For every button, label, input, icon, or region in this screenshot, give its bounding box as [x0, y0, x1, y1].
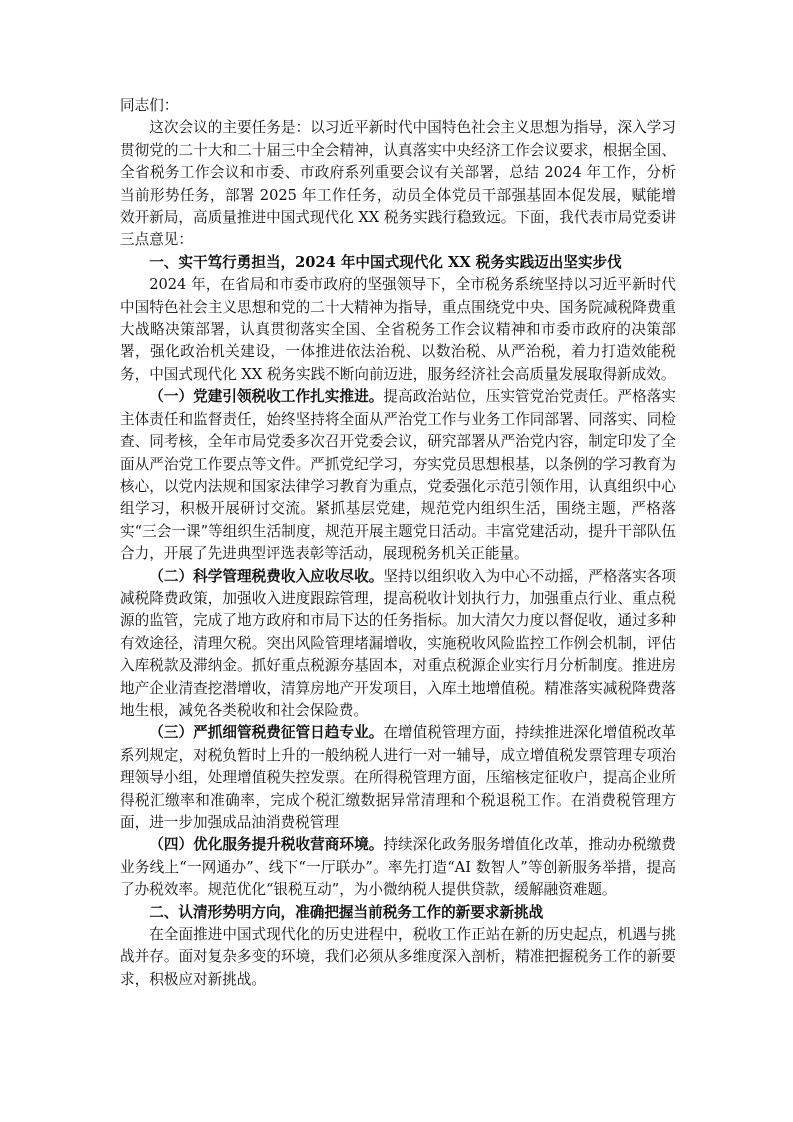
item-4-title: （四）优化服务提升税收营商环境。: [149, 836, 384, 854]
section-1-item-2: [120, 566, 676, 723]
section-1-item-3: [120, 722, 676, 834]
item-1-body: 提高政治站位，压实管党治党责任。严格落实主体责任和监督责任，始终坚持将全面从严治党工作与业务工作同部署、同落实、同检查、同考核，全年市局党委多次召开党委会议，研究部署从严治党内容，制定印发了全面从严治党工作要点等文件。严抓党纪学习，夯实党员思想根基，以条例的学习教育为核心，以党内法规和国家法律学习教育为重点，党委强化示范引领作用，认真组织中心组学习，积极开展研讨交流。紧抓基层党建，规范党内组织生活，围绕主题，严格落实“三会一课”等组织生活制度，规范开展主题党日活动。丰富党建活动，提升干部队伍合力，开展了先进典型评选表彰等活动，展现税务机关正能量。: [120, 388, 676, 563]
section-2-intro: 在全面推进中国式现代化的历史进程中，税收工作正站在新的历史起点，机遇与挑战并存。面对复杂多变的环境，我们必须从多维度深入剖析，精准把握税务工作的新要求，积极应对新挑战。: [120, 926, 676, 988]
section-1-item-1: [120, 386, 676, 565]
section-1-heading: 一、实干笃行勇担当，2024 年中国式现代化 XX 税务实践迈出坚实步伐: [149, 253, 622, 271]
item-2-title: （二）科学管理税费收入应收尽收。: [149, 567, 384, 585]
item-2-body: 坚持以组织收入为中心不动摇，严格落实各项减税降费政策，加强收入进度跟踪管理，提高税收计划执行力，加强重点行业、重点税源的监管，完成了地方政府和市局下达的任务指标。加大清欠力度以督促收，通过多种有效途径，清理欠税。突出风险管理堵漏增收，实施税收风险监控工作例会机制，评估入库税款及滞纳金。抓好重点税源夯基固本，对重点税源企业实行月分析制度。推进房地产企业清查挖潜增收，清算房地产开发项目，入库土地增值税。精准落实减税降费落地生根，减免各类税收和社会保险费。: [120, 567, 676, 719]
item-4-body: 持续深化政务服务增值化改革，推动办税缴费业务线上“一网通办”、线下“一厅联办”。率先打造“AI 数智人”等创新服务举措，提高了办税效率。规范优化“银税互动”，为小微纳税人提供贷款，缓解融资难题。: [120, 836, 676, 899]
document-page: [120, 95, 676, 991]
section-2-heading: 二、认清形势明方向，准确把握当前税务工作的新要求新挑战: [149, 903, 544, 921]
intro-paragraph: 这次会议的主要任务是：以习近平新时代中国特色社会主义思想为指导，深入学习贯彻党的二十大和二十届三中全会精神，认真落实中央经济工作会议要求，根据全国、全省税务工作会议和市委、市政府系列重要会议有关部署，总结 2024 年工作，分析当前形势任务，部署 2025 年工作任务，动员全体党员干部强基固本促发展，赋能增效开新局，高质量推进中国式现代化 XX 税务实践行稳致远。下面，我代表市局党委讲三点意见：: [120, 119, 676, 249]
section-1-item-4: [120, 834, 676, 901]
section-1-intro: 2024 年，在省局和市委市政府的坚强领导下，全市税务系统坚持以习近平新时代中国特色社会主义思想和党的二十大精神为指导，重点围绕党中央、国务院减税降费重大战略决策部署，认真贯彻落实全国、全省税务工作会议精神和市委市政府的决策部署，强化政治机关建设，一体推进依法治税、以数治税、从严治税，着力打造效能税务，中国式现代化 XX 税务实践不断向前迈进，服务经济社会高质量发展取得新成效。: [120, 276, 676, 383]
item-3-body: 在增值税管理方面，持续推进深化增值税改革系列规定，对税负暂时上升的一般纳税人进行一对一辅导，成立增值税发票管理专项治理领导小组，处理增值税失控发票。在所得税管理方面，压缩核定征收户，提高企业所得税汇缴率和准确率，完成个税汇缴数据异常清理和个税退税工作。在消费税管理方面，进一步加强成品油消费税管理: [120, 724, 676, 831]
item-1-title: （一）党建引领税收工作扎实推进。: [149, 388, 384, 406]
item-3-title: （三）严抓细管税费征管日趋专业。: [149, 724, 384, 742]
greeting: 同志们：: [120, 97, 179, 114]
